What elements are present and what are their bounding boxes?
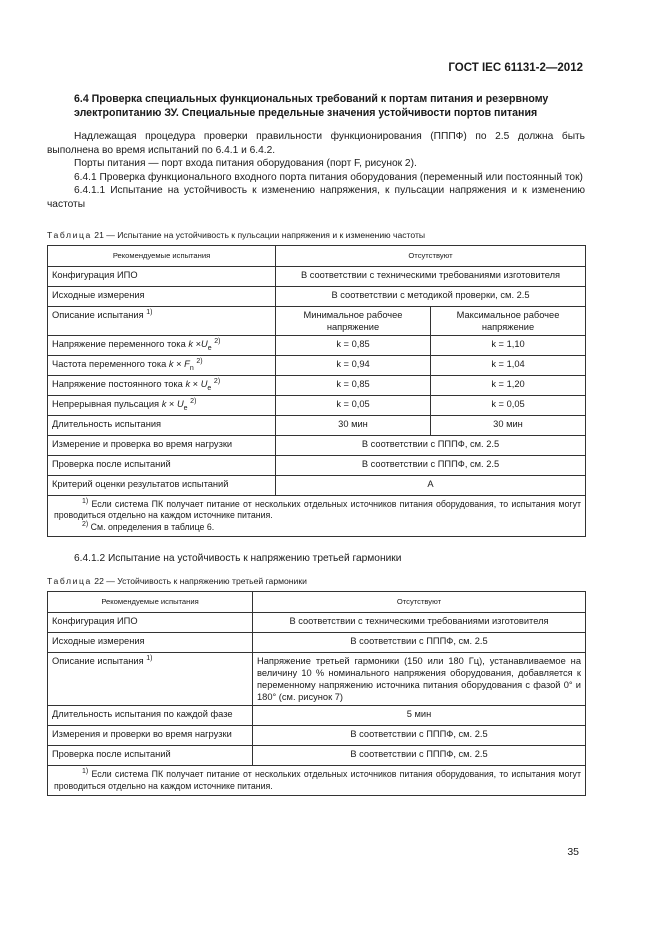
table-caption: Таблица 22 — Устойчивость к напряжению третьей гармоники bbox=[47, 576, 307, 587]
row-value: k = 0,85 bbox=[276, 375, 431, 395]
row-value: Максимальное рабочее напряжение bbox=[431, 306, 586, 335]
paragraph: Надлежащая процедура проверки правильности функционирования (ПППФ) по 2.5 должна быть выполнена во время испытаний по 6.4.1 и 6.4.2. bbox=[47, 131, 585, 156]
row-label: Описание испытания $^{1)}$ bbox=[48, 306, 276, 335]
table-row bbox=[48, 375, 586, 395]
row-label: Измерения и проверки во время нагрузки bbox=[48, 726, 253, 746]
document-header: ГОСТ IEC 61131-2—2012 bbox=[448, 62, 583, 74]
row-value: k = 0,05 bbox=[276, 395, 431, 415]
paragraph: 6.4.1.1 Испытание на устойчивость к изменению напряжения, к пульсации напряжения и к изменению частоты bbox=[47, 185, 585, 210]
row-value: k = 1,10 bbox=[431, 335, 586, 355]
row-label: Описание испытания $^{1)}$ bbox=[48, 653, 253, 706]
header-cell: Отсутствуют bbox=[253, 592, 586, 613]
row-value: В соответствии с методикой проверки, см. 2.5 bbox=[276, 286, 586, 306]
row-label: Непрерывная пульсация $k \times U_e$ $^{2)}$ bbox=[48, 395, 276, 415]
section-title: 6.4 Проверка специальных функциональных требований к портам питания и резервному электропитанию ЗУ. Специальные предельные значения устойчивости портов питания bbox=[74, 93, 549, 119]
table-note: $^{1)}$ Если система ПК получает питание от нескольких отдельных источников питания оборудования, то испытания могут проводиться отдельно на каждом источнике питания. $^{2)}$ См. определения в таблице 6. bbox=[48, 495, 586, 537]
table-header-row bbox=[48, 592, 586, 613]
row-label: Исходные измерения bbox=[48, 633, 253, 653]
row-label: Напряжение постоянного тока $k \times U_e$ $^{2)}$ bbox=[48, 375, 276, 395]
row-value: В соответствии с ПППФ, см. 2.5 bbox=[276, 435, 586, 455]
row-value: k = 1,04 bbox=[431, 355, 586, 375]
row-label: Проверка после испытаний bbox=[48, 746, 253, 766]
row-value: В соответствии с техническими требованиями изготовителя bbox=[253, 613, 586, 633]
table-note: $^{1)}$ Если система ПК получает питание от нескольких отдельных источников питания оборудования, то испытания могут проводиться отдельно на каждом источнике питания. bbox=[48, 766, 586, 796]
table-22 bbox=[47, 591, 586, 796]
header-cell: Отсутствуют bbox=[276, 245, 586, 266]
table-row bbox=[48, 653, 586, 706]
row-value: В соответствии с техническими требованиями изготовителя bbox=[276, 266, 586, 286]
row-value: Минимальное рабочее напряжение bbox=[276, 306, 431, 335]
table-note-row bbox=[48, 766, 586, 796]
row-value: k = 0,85 bbox=[276, 335, 431, 355]
table-row bbox=[48, 746, 586, 766]
table-row bbox=[48, 286, 586, 306]
table-note-row bbox=[48, 495, 586, 537]
page-number: 35 bbox=[567, 846, 579, 858]
table-row bbox=[48, 395, 586, 415]
row-label: Измерение и проверка во время нагрузки bbox=[48, 435, 276, 455]
row-value: В соответствии с ПППФ, см. 2.5 bbox=[276, 455, 586, 475]
row-value: В соответствии с ПППФ, см. 2.5 bbox=[253, 726, 586, 746]
row-value: А bbox=[276, 475, 586, 495]
row-value: Напряжение третьей гармоники (150 или 180 Гц), устанавливаемое на величину 10 % номинального напряжения оборудования, добавляется к переменному напряжению источника питания оборудования с фазой 0° и 180° (см. рисунок 7) bbox=[253, 653, 586, 706]
row-label: Исходные измерения bbox=[48, 286, 276, 306]
page-content bbox=[47, 92, 585, 796]
subsection-title: 6.4.1.2 Испытание на устойчивость к напряжению третьей гармоники bbox=[74, 553, 402, 565]
table-row bbox=[48, 355, 586, 375]
table-row bbox=[48, 306, 586, 335]
header-cell: Рекомендуемые испытания bbox=[48, 592, 253, 613]
row-label: Длительность испытания по каждой фазе bbox=[48, 706, 253, 726]
table-header-row bbox=[48, 245, 586, 266]
row-label: Конфигурация ИПО bbox=[48, 266, 276, 286]
row-value: В соответствии с ПППФ, см. 2.5 bbox=[253, 746, 586, 766]
table-row bbox=[48, 435, 586, 455]
row-label: Длительность испытания bbox=[48, 415, 276, 435]
table-row bbox=[48, 335, 586, 355]
table-row bbox=[48, 475, 586, 495]
table-row bbox=[48, 455, 586, 475]
row-value: 5 мин bbox=[253, 706, 586, 726]
row-value: В соответствии с ПППФ, см. 2.5 bbox=[253, 633, 586, 653]
row-label: Напряжение переменного тока $k \times U_e$ $^{2)}$ bbox=[48, 335, 276, 355]
row-label: Конфигурация ИПО bbox=[48, 613, 253, 633]
table-row bbox=[48, 633, 586, 653]
table-21 bbox=[47, 245, 586, 538]
row-label: Частота переменного тока $k \times F_n$ $^{2)}$ bbox=[48, 355, 276, 375]
row-value: 30 мин bbox=[276, 415, 431, 435]
row-label: Критерий оценки результатов испытаний bbox=[48, 475, 276, 495]
table-row bbox=[48, 415, 586, 435]
row-value: k = 1,20 bbox=[431, 375, 586, 395]
table-row bbox=[48, 266, 586, 286]
paragraph: 6.4.1 Проверка функционального входного порта питания оборудования (переменный или постоянный ток) bbox=[74, 171, 583, 183]
header-cell: Рекомендуемые испытания bbox=[48, 245, 276, 266]
row-label: Проверка после испытаний bbox=[48, 455, 276, 475]
table-row bbox=[48, 706, 586, 726]
row-value: 30 мин bbox=[431, 415, 586, 435]
paragraph: Порты питания — порт входа питания оборудования (порт F, рисунок 2). bbox=[74, 158, 417, 170]
table-row bbox=[48, 726, 586, 746]
row-value: k = 0,94 bbox=[276, 355, 431, 375]
table-caption: Таблица 21 — Испытание на устойчивость к пульсации напряжения и к изменению частоты bbox=[47, 229, 426, 240]
row-value: k = 0,05 bbox=[431, 395, 586, 415]
table-row bbox=[48, 613, 586, 633]
